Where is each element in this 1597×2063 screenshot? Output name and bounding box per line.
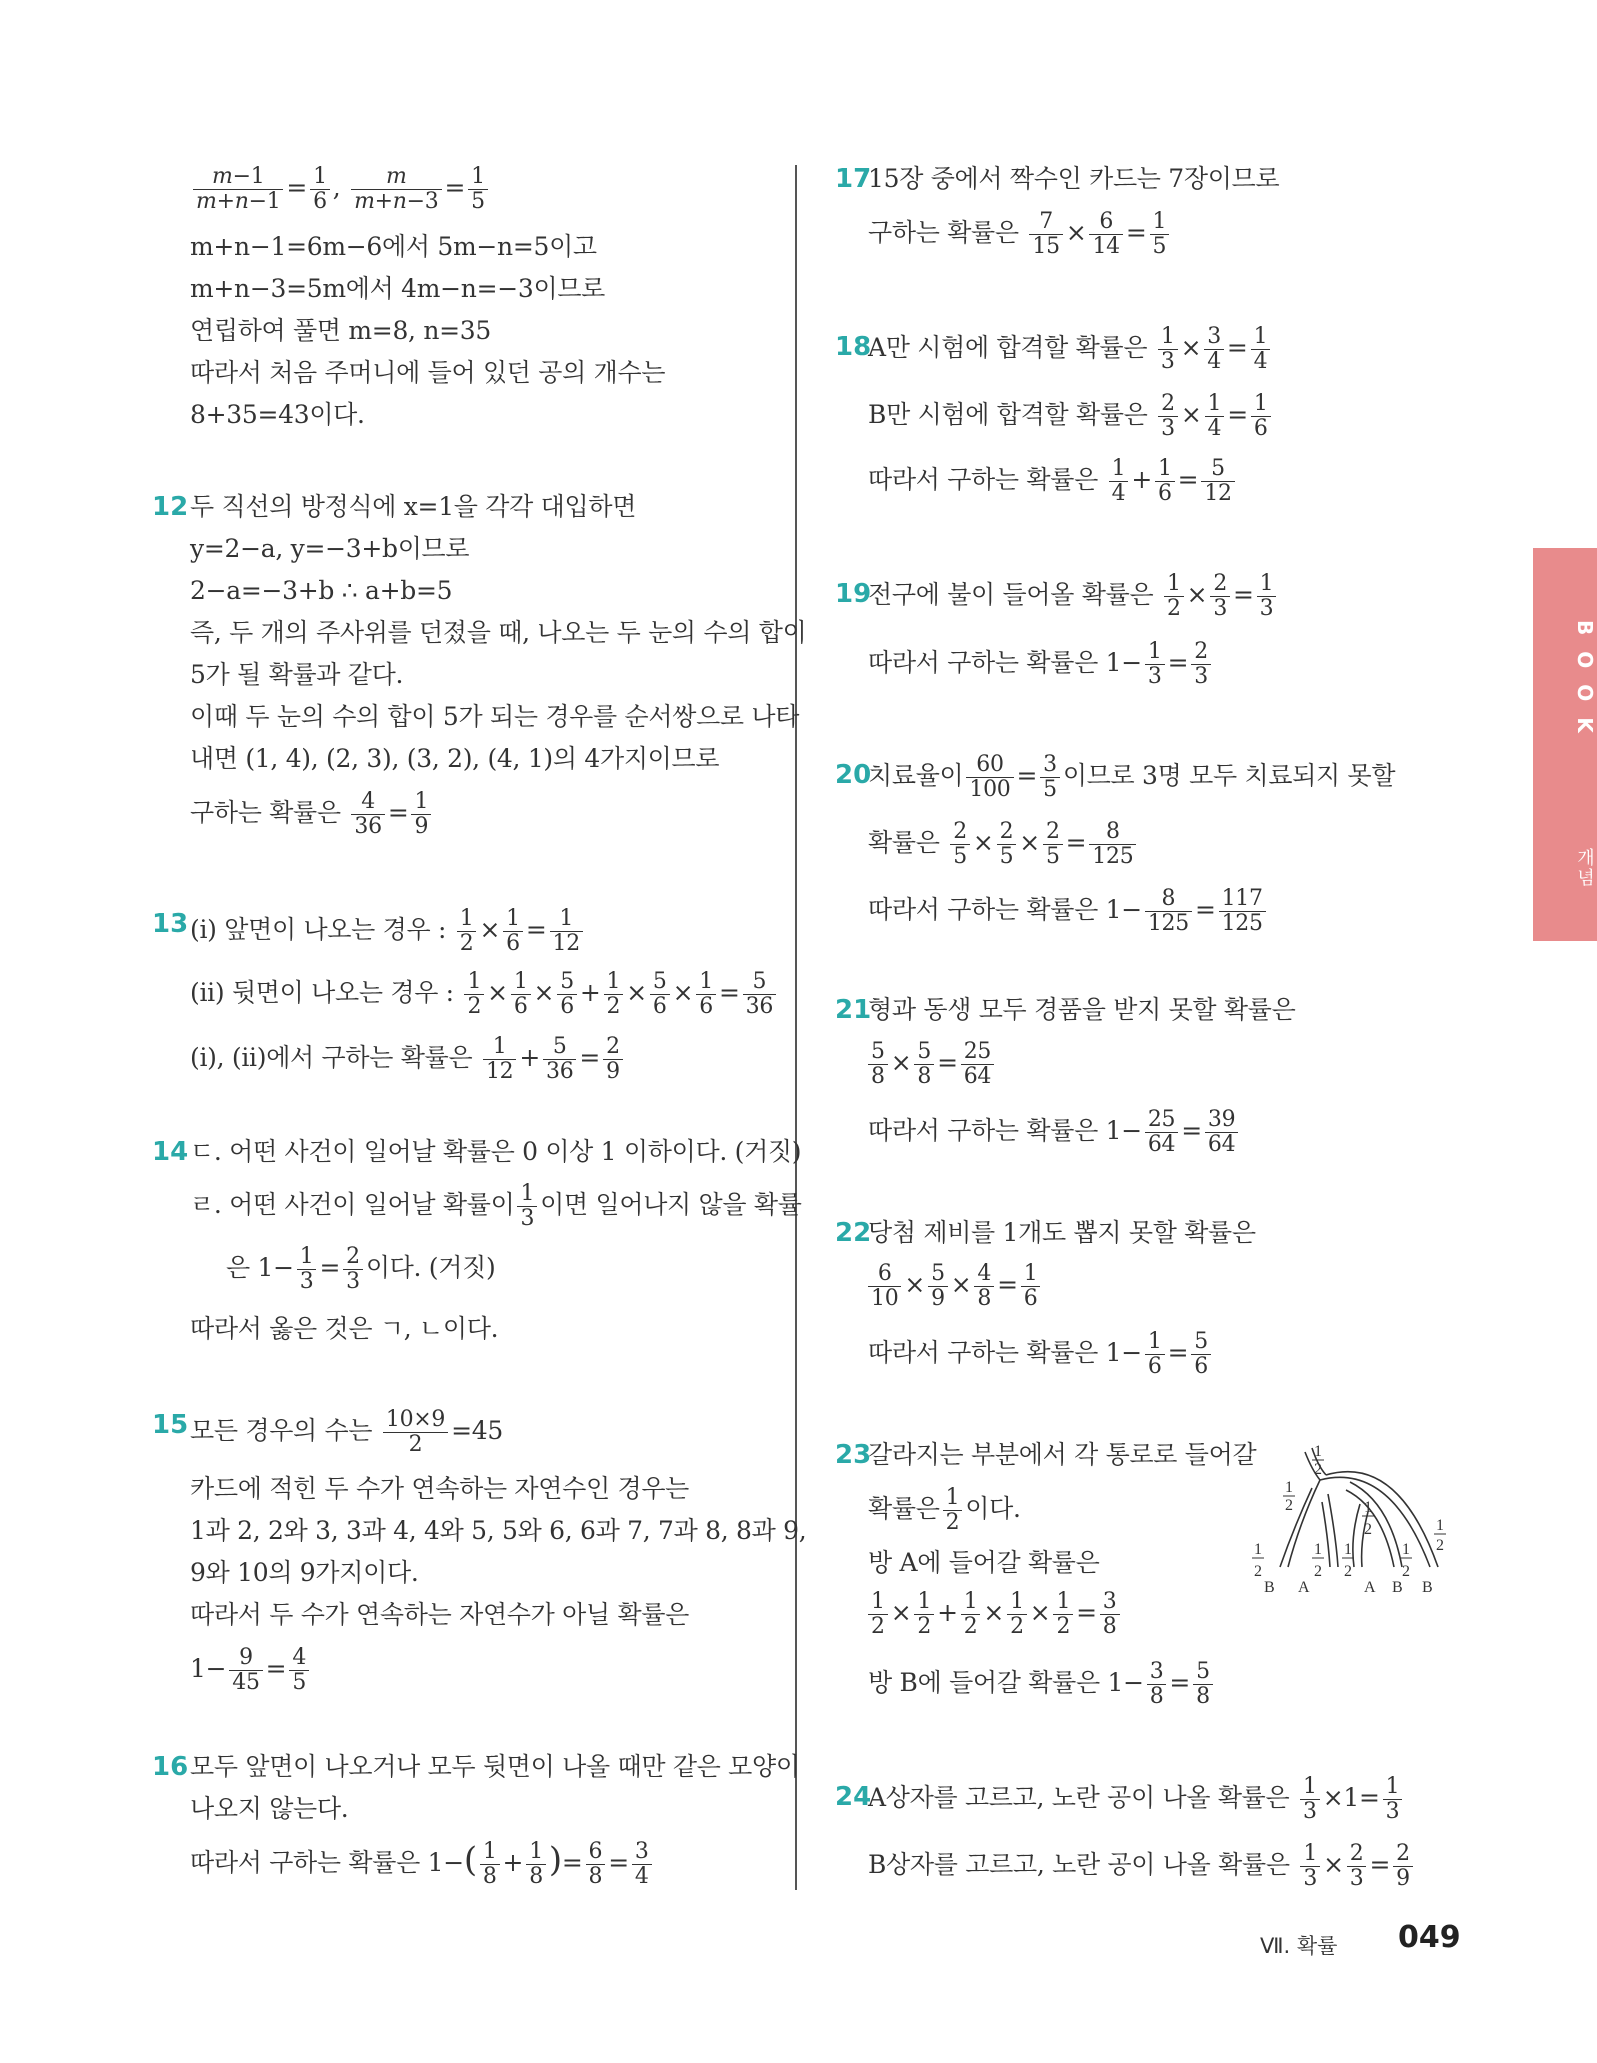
problem-number-13: 13: [152, 909, 189, 939]
p18-line1: A만 시험에 합격할 확률은 $\frac{1}{3}$ × $\frac{3}{4}$ = $\frac{1}{4}$: [868, 325, 1273, 374]
p12-line3: 2−a=−3+b ∴ a+b=5: [190, 576, 453, 605]
p17-line2: 구하는 확률은 $\frac{7}{15}$ × $\frac{6}{14}$ = $\frac{1}{5}$: [868, 210, 1172, 259]
side-tab-sub: 개념: [1574, 848, 1595, 888]
svg-text:2: 2: [1402, 1563, 1410, 1580]
p12-line7: 내면 (1, 4), (2, 3), (3, 2), (4, 1)의 4가지이므로: [190, 744, 720, 773]
side-tab-title: BOOK: [1573, 620, 1597, 749]
svg-text:2: 2: [1254, 1563, 1262, 1580]
p15-line5: 따라서 두 수가 연속하는 자연수가 아닐 확률은: [190, 1600, 690, 1629]
column-divider: [795, 165, 797, 1890]
p22-line1: 당첨 제비를 1개도 뽑지 못할 확률은: [868, 1218, 1256, 1247]
p12-line2: y=2−a, y=−3+b이므로: [190, 534, 470, 563]
problem-number-16: 16: [152, 1752, 189, 1782]
footer-chapter: Ⅶ. 확률: [1260, 1934, 1338, 1958]
svg-text:1: 1: [1314, 1541, 1322, 1558]
p16-line2: 나오지 않는다.: [190, 1794, 349, 1823]
svg-text:2: 2: [1314, 1563, 1322, 1580]
p21-line1: 형과 동생 모두 경품을 받지 못할 확률은: [868, 995, 1296, 1024]
p14-line2: ㄹ. 어떤 사건이 일어날 확률이 $\frac{1}{3}$ 이면 일어나지 않을 확률: [190, 1181, 802, 1231]
svg-text:1: 1: [1436, 1517, 1444, 1534]
p13-line2: (ii) 뒷면이 나오는 경우 : $\frac{1}{2}$ × $\frac{1}{6}$ × $\frac{5}{6}$ + $\frac{1}{2}$ × $\frac{5}{6}$ × $\frac{1}{6}$ = $\frac{5}{36}$: [190, 970, 779, 1019]
p20-line2: 확률은 $\frac{2}{5}$ × $\frac{2}{5}$ × $\frac{2}{5}$ = $\frac{8}{125}$: [868, 820, 1139, 869]
svg-text:2: 2: [1344, 1563, 1352, 1580]
p23-line3: 방 A에 들어갈 확률은: [868, 1548, 1100, 1577]
problem-number-20: 20: [835, 760, 872, 790]
tree-label-a1: A: [1298, 1579, 1310, 1596]
p23-line1: 갈라지는 부분에서 각 통로로 들어갈: [868, 1440, 1257, 1469]
svg-text:1: 1: [1285, 1479, 1293, 1496]
svg-text:1: 1: [1364, 1499, 1372, 1516]
svg-text:1: 1: [1254, 1541, 1262, 1558]
svg-text:2: 2: [1364, 1521, 1372, 1538]
side-tab: [1533, 548, 1597, 941]
p12-line6: 이때 두 눈의 수의 합이 5가 되는 경우를 순서쌍으로 나타: [190, 702, 800, 731]
p24-line1: A상자를 고르고, 노란 공이 나올 확률은 $\frac{1}{3}$ ×1= $\frac{1}{3}$: [868, 1775, 1405, 1824]
p19-line1: 전구에 불이 들어올 확률은 $\frac{1}{2}$ × $\frac{2}{3}$ = $\frac{1}{3}$: [868, 572, 1279, 621]
p15-line4: 9와 10의 9가지이다.: [190, 1558, 419, 1587]
p12-line1: 두 직선의 방정식에 x=1을 각각 대입하면: [190, 492, 637, 521]
p16-line3: 따라서 구하는 확률은 1−( $\frac{1}{8}$ + $\frac{1}{8}$ )= $\frac{6}{8}$ = $\frac{3}{4}$: [190, 1840, 655, 1889]
p11-line2: m+n−1=6m−6에서 5m−n=5이고: [190, 232, 597, 261]
tree-label-b3: B: [1422, 1579, 1433, 1596]
tree-label-a2: A: [1364, 1579, 1376, 1596]
p22-line2: $\frac{6}{10}$ × $\frac{5}{9}$ × $\frac{4}{8}$ = $\frac{1}{6}$: [868, 1262, 1043, 1311]
passage-tree-diagram: [1250, 1442, 1450, 1602]
problem-number-23: 23: [835, 1440, 872, 1470]
problem-number-24: 24: [835, 1782, 872, 1812]
p15-line1: 모든 경우의 수는 $\frac{10\times 9}{2}$ =45: [190, 1407, 503, 1457]
p21-line2: $\frac{5}{8}$ × $\frac{5}{8}$ = $\frac{25}{64}$: [868, 1040, 997, 1089]
p11-line4: 연립하여 풀면 m=8, n=35: [190, 316, 492, 345]
p20-line3: 따라서 구하는 확률은 1− $\frac{8}{125}$ = $\frac{117}{125}$: [868, 887, 1269, 936]
p22-line3: 따라서 구하는 확률은 1− $\frac{1}{6}$ = $\frac{5}{6}$: [868, 1330, 1214, 1379]
p12-line8: 구하는 확률은 $\frac{4}{36}$ = $\frac{1}{9}$: [190, 790, 434, 839]
p23-line2: 확률은 $\frac{1}{2}$ 이다.: [868, 1485, 1021, 1535]
svg-text:2: 2: [1285, 1497, 1293, 1514]
p13-line1: (i) 앞면이 나오는 경우 : $\frac{1}{2}$ × $\frac{1}{6}$ = $\frac{1}{12}$: [190, 907, 586, 956]
p19-line2: 따라서 구하는 확률은 1− $\frac{1}{3}$ = $\frac{2}{3}$: [868, 640, 1214, 689]
p11-line1: $\frac{m-1}{m+n-1}$ = $\frac{1}{6}$ , $\frac{m}{m+n-3}$ = $\frac{1}{5}$: [190, 165, 491, 214]
problem-number-14: 14: [152, 1137, 189, 1167]
svg-text:1: 1: [1344, 1541, 1352, 1558]
p20-line1: 치료율이 $\frac{60}{100}$ = $\frac{3}{5}$ 이므로 3명 모두 치료되지 못할: [868, 752, 1396, 802]
p13-line3: (i), (ii)에서 구하는 확률은 $\frac{1}{12}$ + $\frac{5}{36}$ = $\frac{2}{9}$: [190, 1035, 626, 1084]
p18-line2: B만 시험에 합격할 확률은 $\frac{2}{3}$ × $\frac{1}{4}$ = $\frac{1}{6}$: [868, 392, 1274, 441]
problem-number-12: 12: [152, 492, 189, 522]
p18-line3: 따라서 구하는 확률은 $\frac{1}{4}$ + $\frac{1}{6}$ = $\frac{5}{12}$: [868, 457, 1238, 506]
problem-number-22: 22: [835, 1218, 872, 1248]
p24-line2: B상자를 고르고, 노란 공이 나올 확률은 $\frac{1}{3}$ × $\frac{2}{3}$ = $\frac{2}{9}$: [868, 1842, 1416, 1891]
svg-text:1: 1: [1402, 1541, 1410, 1558]
p11-line5: 따라서 처음 주머니에 들어 있던 공의 개수는: [190, 358, 666, 387]
p15-line2: 카드에 적힌 두 수가 연속하는 자연수인 경우는: [190, 1474, 690, 1503]
p23-line4: $\frac{1}{2}$ × $\frac{1}{2}$ + $\frac{1}{2}$ × $\frac{1}{2}$ × $\frac{1}{2}$ = $\frac{3}{8}$: [868, 1590, 1123, 1639]
p14-line4: 따라서 옳은 것은 ㄱ, ㄴ이다.: [190, 1314, 499, 1343]
problem-number-18: 18: [835, 332, 872, 362]
p14-line1: ㄷ. 어떤 사건이 일어날 확률은 0 이상 1 이하이다. (거짓): [190, 1137, 802, 1166]
svg-text:1: 1: [1314, 1443, 1322, 1460]
p12-line4: 즉, 두 개의 주사위를 던졌을 때, 나오는 두 눈의 수의 합이: [190, 618, 807, 647]
page-number: 049: [1398, 1920, 1461, 1955]
problem-number-19: 19: [835, 579, 872, 609]
p21-line3: 따라서 구하는 확률은 1− $\frac{25}{64}$ = $\frac{39}{64}$: [868, 1108, 1241, 1157]
p12-line5: 5가 될 확률과 같다.: [190, 660, 404, 689]
svg-text:2: 2: [1436, 1537, 1444, 1554]
svg-text:2: 2: [1314, 1461, 1322, 1478]
p23-line5: 방 B에 들어갈 확률은 1− $\frac{3}{8}$ = $\frac{5}{8}$: [868, 1660, 1216, 1709]
tree-label-b2: B: [1392, 1579, 1403, 1596]
p17-line1: 15장 중에서 짝수인 카드는 7장이므로: [868, 164, 1280, 193]
problem-number-21: 21: [835, 995, 872, 1025]
problem-number-15: 15: [152, 1410, 189, 1440]
problem-number-17: 17: [835, 164, 872, 194]
p16-line1: 모두 앞면이 나오거나 모두 뒷면이 나올 때만 같은 모양이: [190, 1752, 800, 1781]
p15-line6: 1− $\frac{9}{45}$ = $\frac{4}{5}$: [190, 1646, 312, 1695]
p14-line3: 은 1− $\frac{1}{3}$ = $\frac{2}{3}$ 이다. (거짓): [226, 1244, 496, 1294]
tree-label-b1: B: [1264, 1579, 1275, 1596]
p15-line3: 1과 2, 2와 3, 3과 4, 4와 5, 5와 6, 6과 7, 7과 8, 8과 9,: [190, 1516, 807, 1545]
p11-line3: m+n−3=5m에서 4m−n=−3이므로: [190, 274, 606, 303]
p11-line6: 8+35=43이다.: [190, 400, 365, 429]
